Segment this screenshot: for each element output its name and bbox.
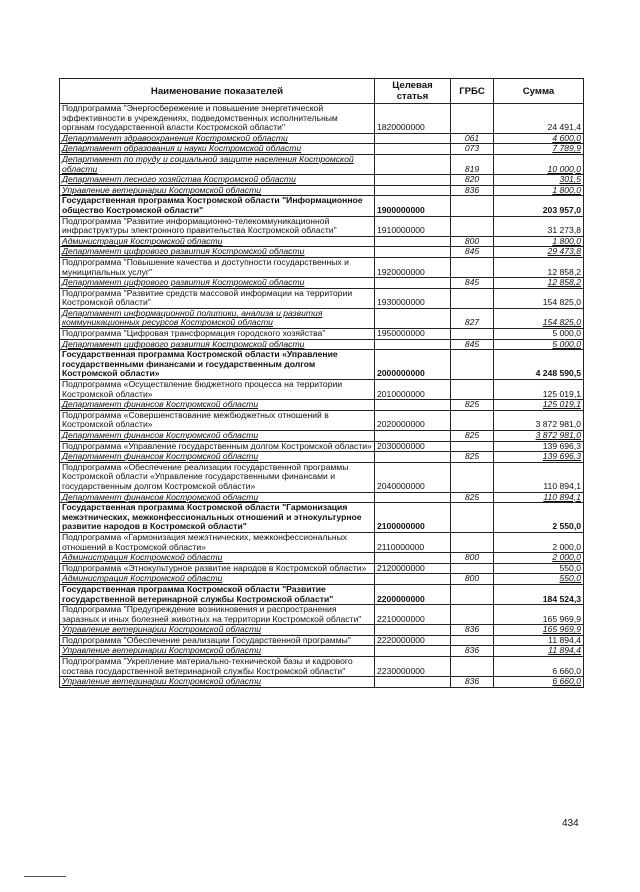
row-name: Департамент цифрового развития Костромской области: [60, 278, 375, 289]
row-sum: 125 019,1: [494, 400, 584, 411]
row-target-code: [375, 144, 451, 155]
row-grbs: 845: [451, 278, 494, 289]
row-grbs: [451, 605, 494, 625]
row-grbs: 836: [451, 677, 494, 688]
row-grbs: 061: [451, 133, 494, 144]
header-target-code: Целевая статья: [375, 79, 451, 104]
row-sum: 139 696,3: [494, 441, 584, 452]
row-sum: 3 872 981,0: [494, 410, 584, 430]
row-sum: 550,0: [494, 574, 584, 585]
row-name: Подпрограмма "Цифровая трансформация городского хозяйства": [60, 329, 375, 340]
row-target-code: 2200000000: [375, 584, 451, 604]
row-sum: 4 248 590,5: [494, 350, 584, 380]
row-grbs: [451, 441, 494, 452]
row-grbs: [451, 635, 494, 646]
row-target-code: 2040000000: [375, 462, 451, 492]
row-grbs: 825: [451, 400, 494, 411]
row-grbs: 800: [451, 574, 494, 585]
department-row: [60, 154, 584, 174]
row-sum: 110 894,1: [494, 462, 584, 492]
row-target-code: 2120000000: [375, 563, 451, 574]
row-grbs: 825: [451, 431, 494, 442]
row-name: Департамент цифрового развития Костромской области: [60, 247, 375, 258]
table-body: [60, 104, 584, 688]
row-sum: 203 957,0: [494, 196, 584, 216]
program-row: [60, 503, 584, 533]
row-target-code: [375, 339, 451, 350]
subprogram-row: [60, 635, 584, 646]
row-grbs: [451, 503, 494, 533]
row-name: Департамент образования и науки Костромской области: [60, 144, 375, 155]
row-sum: 5 000,0: [494, 329, 584, 340]
row-target-code: [375, 646, 451, 657]
row-name: Департамент финансов Костромской области: [60, 431, 375, 442]
row-sum: 11 894,4: [494, 635, 584, 646]
row-sum: 4 600,0: [494, 133, 584, 144]
row-sum: 5 000,0: [494, 339, 584, 350]
row-target-code: 1910000000: [375, 216, 451, 236]
row-target-code: 2220000000: [375, 635, 451, 646]
row-grbs: 820: [451, 175, 494, 186]
row-sum: 24 491,4: [494, 104, 584, 134]
department-row: [60, 677, 584, 688]
row-sum: 1 800,0: [494, 236, 584, 247]
row-grbs: [451, 532, 494, 552]
row-grbs: [451, 329, 494, 340]
row-sum: 165 969,9: [494, 625, 584, 636]
row-name: Подпрограмма «Осуществление бюджетного процесса на территории Костромской области»: [60, 380, 375, 400]
row-target-code: [375, 278, 451, 289]
row-grbs: [451, 196, 494, 216]
row-target-code: [375, 574, 451, 585]
department-row: [60, 185, 584, 196]
subprogram-row: [60, 410, 584, 430]
row-sum: 29 473,8: [494, 247, 584, 258]
row-name: Подпрограмма «Управление государственным долгом Костромской области»: [60, 441, 375, 452]
row-name: Администрация Костромской области: [60, 574, 375, 585]
row-target-code: [375, 553, 451, 564]
subprogram-row: [60, 216, 584, 236]
row-name: Подпрограмма "Развитие средств массовой информации на территории Костромской области": [60, 288, 375, 308]
row-grbs: [451, 216, 494, 236]
row-name: Администрация Костромской области: [60, 236, 375, 247]
subprogram-row: [60, 532, 584, 552]
row-name: Государственная программа Костромской области "Гармонизация межэтнических, межконфессиональных отношений и этнокультурное развитие народов в Костромской области": [60, 503, 375, 533]
row-name: Департамент цифрового развития Костромской области: [60, 339, 375, 350]
row-name: Департамент финансов Костромской области: [60, 400, 375, 411]
row-grbs: 825: [451, 492, 494, 503]
row-sum: 154 825,0: [494, 308, 584, 328]
subprogram-row: [60, 329, 584, 340]
row-grbs: 836: [451, 625, 494, 636]
row-sum: 550,0: [494, 563, 584, 574]
row-target-code: [375, 185, 451, 196]
row-target-code: [375, 625, 451, 636]
subprogram-row: [60, 380, 584, 400]
department-row: [60, 431, 584, 442]
row-target-code: 1820000000: [375, 104, 451, 134]
department-row: [60, 625, 584, 636]
department-row: [60, 452, 584, 463]
row-grbs: 819: [451, 154, 494, 174]
row-sum: 154 825,0: [494, 288, 584, 308]
row-grbs: [451, 410, 494, 430]
row-sum: 7 789,9: [494, 144, 584, 155]
row-sum: 12 858,2: [494, 278, 584, 289]
row-target-code: 2230000000: [375, 657, 451, 677]
row-sum: 184 524,3: [494, 584, 584, 604]
row-name: Государственная программа Костромской области "Информационное общество Костромской области": [60, 196, 375, 216]
row-grbs: [451, 104, 494, 134]
row-grbs: [451, 657, 494, 677]
row-grbs: [451, 563, 494, 574]
row-grbs: [451, 257, 494, 277]
row-grbs: 845: [451, 247, 494, 258]
footer-divider: [24, 876, 66, 877]
row-grbs: [451, 462, 494, 492]
row-target-code: [375, 452, 451, 463]
row-name: Департамент здравоохранения Костромской области: [60, 133, 375, 144]
department-row: [60, 175, 584, 186]
row-sum: 2 000,0: [494, 532, 584, 552]
row-target-code: [375, 431, 451, 442]
row-target-code: 1930000000: [375, 288, 451, 308]
budget-table: [59, 78, 584, 688]
row-name: Управление ветеринарии Костромской области: [60, 677, 375, 688]
row-grbs: 800: [451, 553, 494, 564]
department-row: [60, 308, 584, 328]
row-name: Подпрограмма «Совершенствование межбюджетных отношений в Костромской области»: [60, 410, 375, 430]
department-row: [60, 646, 584, 657]
row-name: Управление ветеринарии Костромской области: [60, 625, 375, 636]
subprogram-row: [60, 657, 584, 677]
row-grbs: [451, 380, 494, 400]
program-row: [60, 584, 584, 604]
row-grbs: 825: [451, 452, 494, 463]
program-row: [60, 196, 584, 216]
header-name: Наименование показателей: [60, 79, 375, 104]
row-target-code: 2020000000: [375, 410, 451, 430]
row-name: Подпрограмма «Обеспечение реализации государственной программы Костромской области «Управление государственными финансами и государственным долгом Костромской области»: [60, 462, 375, 492]
row-sum: 6 660,0: [494, 677, 584, 688]
row-sum: 139 696,3: [494, 452, 584, 463]
department-row: [60, 236, 584, 247]
row-target-code: 2000000000: [375, 350, 451, 380]
row-name: Подпрограмма «Этнокультурное развитие народов в Костромской области»: [60, 563, 375, 574]
row-grbs: 845: [451, 339, 494, 350]
subprogram-row: [60, 605, 584, 625]
program-row: [60, 350, 584, 380]
department-row: [60, 574, 584, 585]
row-name: Департамент лесного хозяйства Костромской области: [60, 175, 375, 186]
row-name: Департамент по труду и социальной защите населения Костромской области: [60, 154, 375, 174]
row-target-code: [375, 492, 451, 503]
row-name: Администрация Костромской области: [60, 553, 375, 564]
row-grbs: 836: [451, 185, 494, 196]
row-target-code: [375, 308, 451, 328]
row-name: Государственная программа Костромской области "Развитие государственной ветеринарной службы Костромской области": [60, 584, 375, 604]
row-target-code: [375, 400, 451, 411]
row-sum: 165 969,9: [494, 605, 584, 625]
row-target-code: [375, 247, 451, 258]
row-sum: 301,5: [494, 175, 584, 186]
subprogram-row: [60, 257, 584, 277]
department-row: [60, 400, 584, 411]
row-target-code: 1950000000: [375, 329, 451, 340]
row-name: Департамент финансов Костромской области: [60, 452, 375, 463]
row-name: Подпрограмма «Гармонизация межэтнических, межконфессиональных отношений в Костромской области»: [60, 532, 375, 552]
row-target-code: [375, 236, 451, 247]
row-grbs: 800: [451, 236, 494, 247]
row-name: Управление ветеринарии Костромской области: [60, 646, 375, 657]
row-target-code: 2210000000: [375, 605, 451, 625]
department-row: [60, 492, 584, 503]
row-target-code: [375, 133, 451, 144]
row-grbs: 073: [451, 144, 494, 155]
department-row: [60, 247, 584, 258]
row-target-code: [375, 154, 451, 174]
subprogram-row: [60, 563, 584, 574]
department-row: [60, 553, 584, 564]
row-sum: 125 019,1: [494, 380, 584, 400]
row-name: Подпрограмма "Повышение качества и доступности государственных и муниципальных услуг": [60, 257, 375, 277]
row-target-code: 1900000000: [375, 196, 451, 216]
row-sum: 3 872 981,0: [494, 431, 584, 442]
department-row: [60, 133, 584, 144]
row-sum: 31 273,8: [494, 216, 584, 236]
row-name: Подпрограмма "Развитие информационно-телекоммуникационной инфраструктуры электронного правительства Костромской области": [60, 216, 375, 236]
subprogram-row: [60, 462, 584, 492]
row-name: Подпрограмма "Энергосбережение и повышение энергетической эффективности в учреждениях, подведомственных исполнительным органам государственной власти Костромской области": [60, 104, 375, 134]
header-grbs: ГРБС: [451, 79, 494, 104]
row-target-code: [375, 175, 451, 186]
row-target-code: 2010000000: [375, 380, 451, 400]
row-sum: 2 000,0: [494, 553, 584, 564]
row-name: Департамент финансов Костромской области: [60, 492, 375, 503]
row-grbs: [451, 350, 494, 380]
subprogram-row: [60, 288, 584, 308]
row-grbs: [451, 288, 494, 308]
row-sum: 1 800,0: [494, 185, 584, 196]
department-row: [60, 144, 584, 155]
row-sum: 12 858,2: [494, 257, 584, 277]
row-target-code: 1920000000: [375, 257, 451, 277]
row-name: Управление ветеринарии Костромской области: [60, 185, 375, 196]
row-sum: 11 894,4: [494, 646, 584, 657]
row-grbs: 827: [451, 308, 494, 328]
row-name: Департамент информационной политики, анализа и развития коммуникационных ресурсов Костромской области: [60, 308, 375, 328]
row-name: Подпрограмма "Предупреждение возникновения и распространения заразных и иных болезней животных на территории Костромской области": [60, 605, 375, 625]
row-target-code: 2110000000: [375, 532, 451, 552]
subprogram-row: [60, 441, 584, 452]
row-name: Государственная программа Костромской области «Управление государственными финансами и государственным долгом Костромской области»: [60, 350, 375, 380]
row-grbs: [451, 584, 494, 604]
row-target-code: 2030000000: [375, 441, 451, 452]
row-sum: 2 550,0: [494, 503, 584, 533]
row-name: Подпрограмма "Укрепление материально-технической базы и кадрового состава государственной ветеринарной службы Костромской области": [60, 657, 375, 677]
row-sum: 110 894,1: [494, 492, 584, 503]
subprogram-row: [60, 104, 584, 134]
department-row: [60, 278, 584, 289]
department-row: [60, 339, 584, 350]
row-grbs: 836: [451, 646, 494, 657]
page-number: 434: [562, 818, 579, 829]
row-sum: 6 660,0: [494, 657, 584, 677]
header-sum: Сумма: [494, 79, 584, 104]
row-name: Подпрограмма "Обеспечение реализации Государственной программы": [60, 635, 375, 646]
table-header-row: [60, 79, 584, 104]
row-target-code: [375, 677, 451, 688]
row-target-code: 2100000000: [375, 503, 451, 533]
row-sum: 10 000,0: [494, 154, 584, 174]
